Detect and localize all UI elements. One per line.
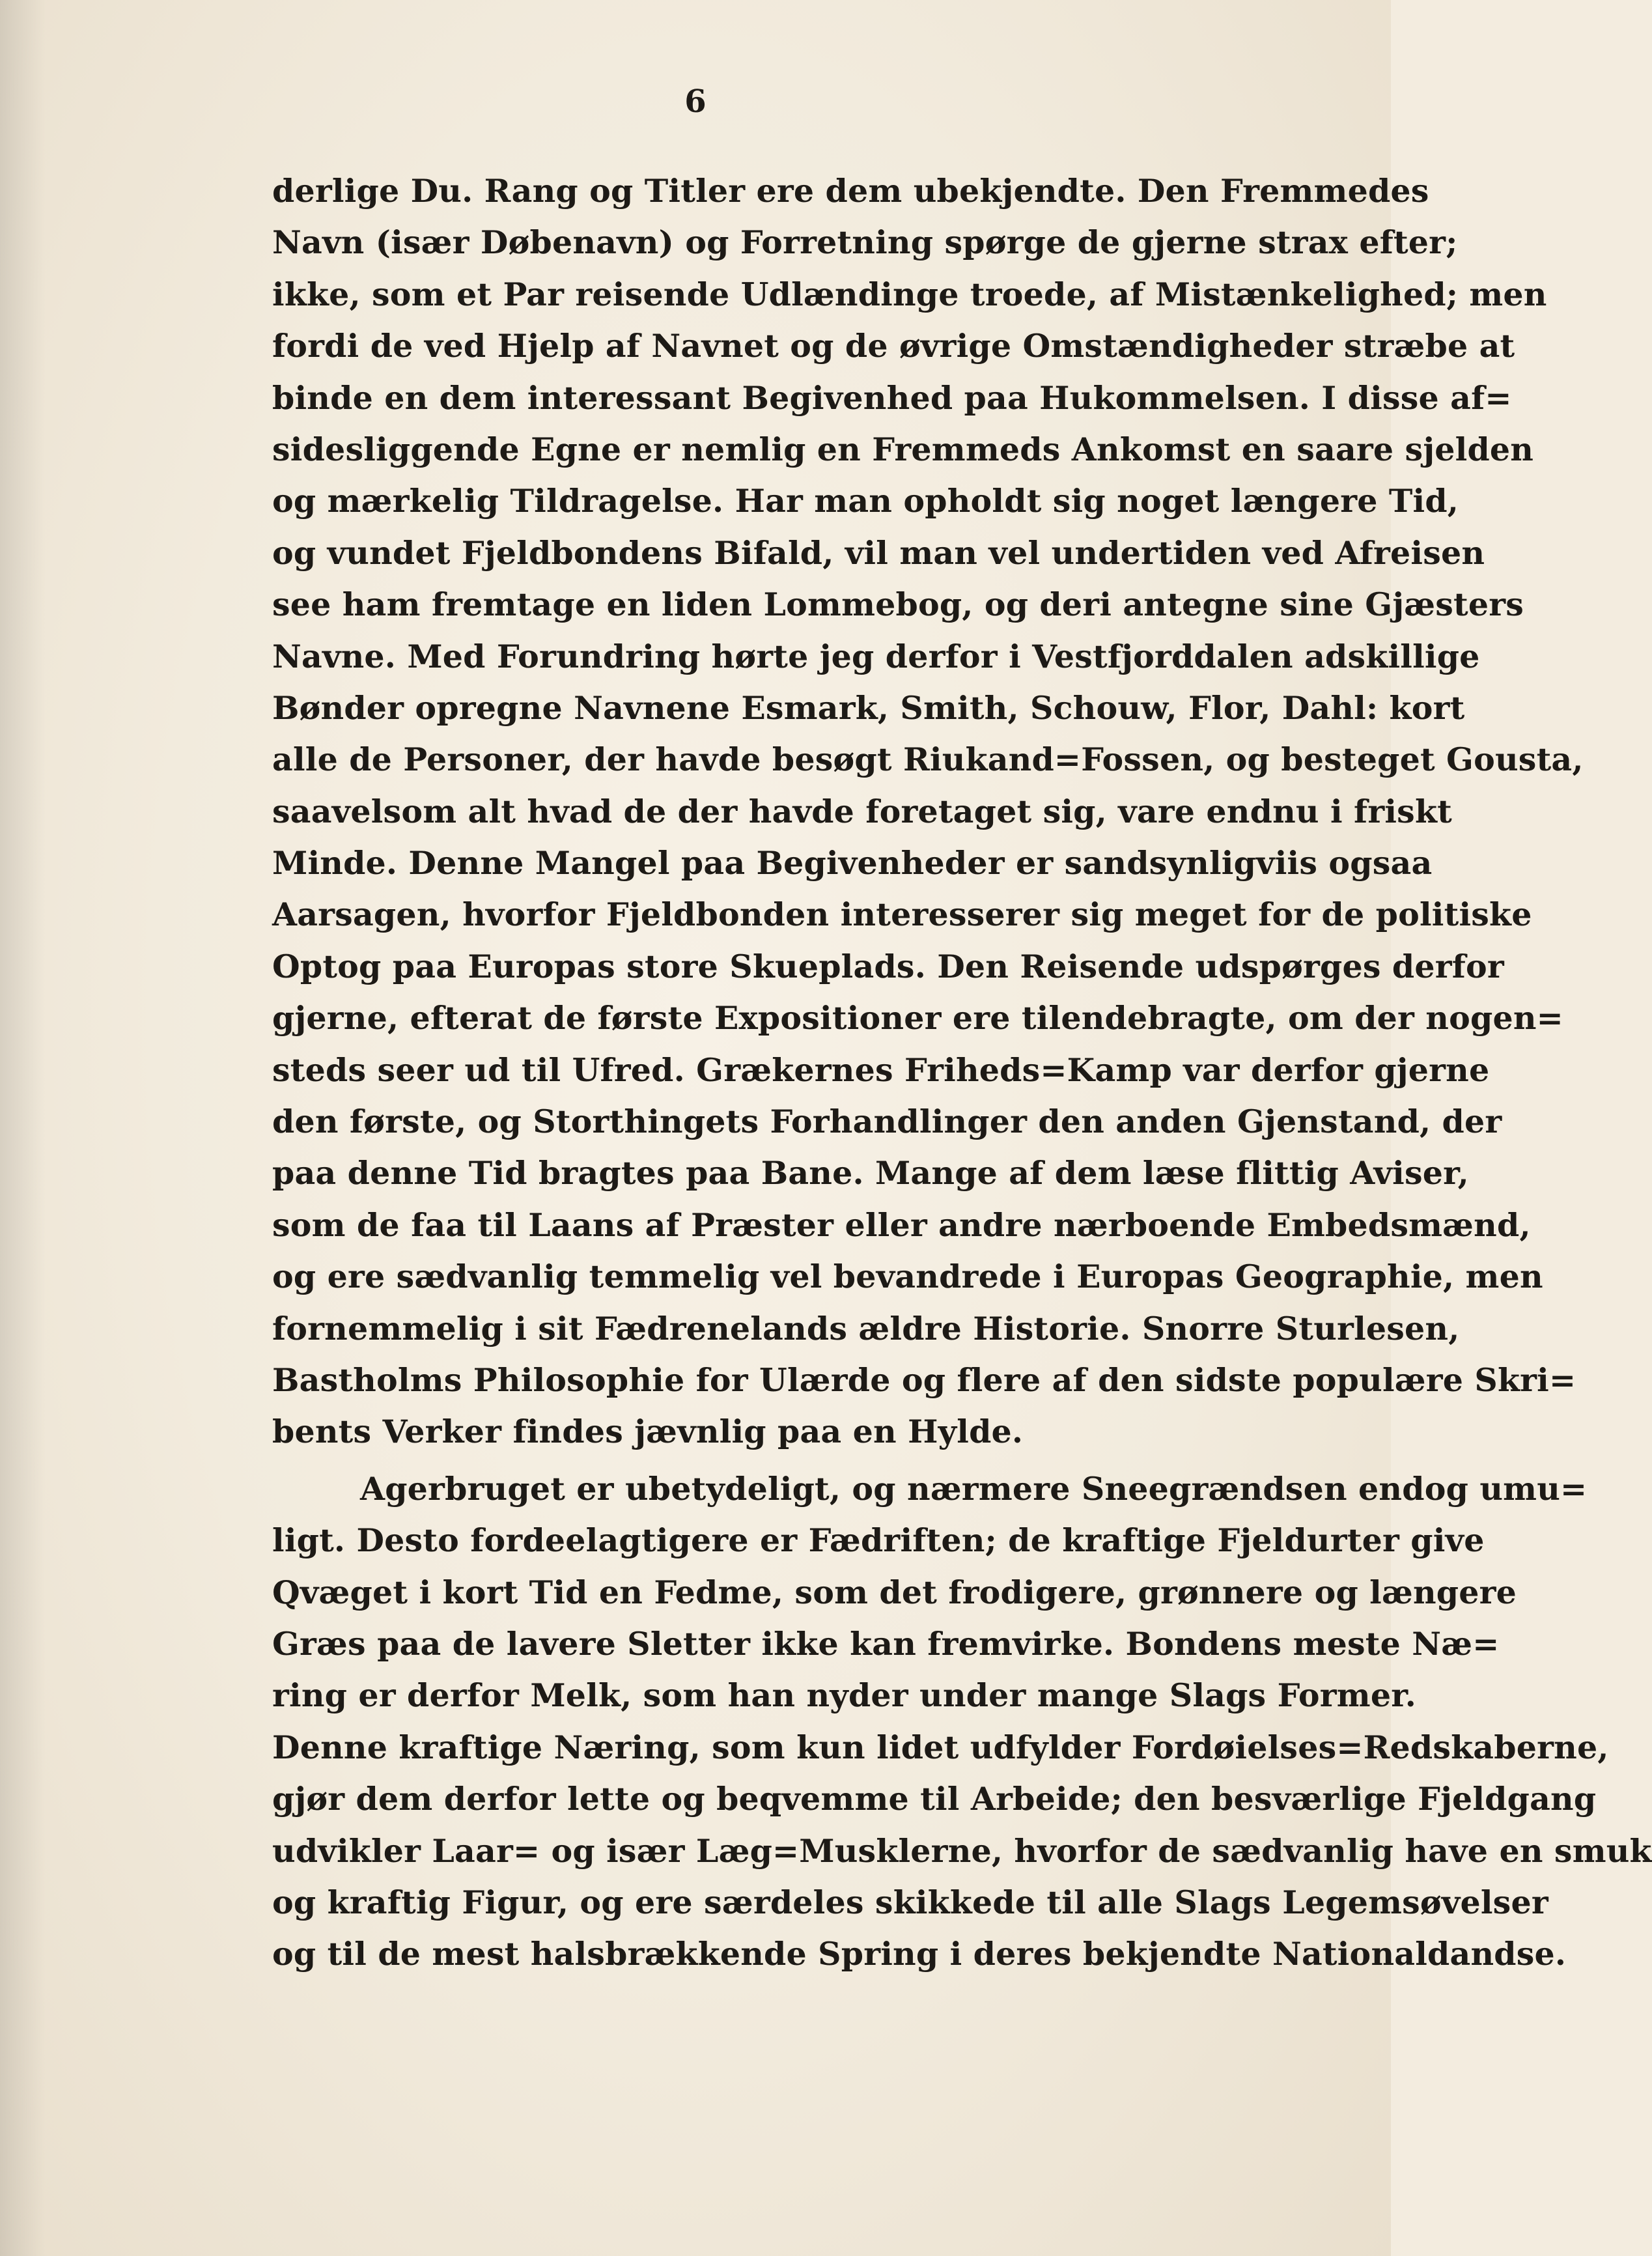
body-text: [272, 165, 1652, 1981]
text-line: alle de Personer, der havde besøgt Riukand=Fossen, og besteget Gousta,: [272, 740, 1584, 779]
paragraph: [272, 1463, 1652, 1981]
page-number: 6: [684, 83, 707, 120]
text-line: ikke, som et Par reisende Udlændinge troede, af Mistænkelighed; men: [272, 275, 1547, 313]
text-line: gjør dem derfor lette og beqvemme til Arbeide; den besværlige Fjeldgang: [272, 1780, 1597, 1818]
text-line: Optog paa Europas store Skueplads. Den Reisende udspørges derfor: [272, 947, 1504, 985]
text-line: Qvæget i kort Tid en Fedme, som det frodigere, grønnere og længere: [272, 1573, 1517, 1611]
text-line: steds seer ud til Ufred. Grækernes Friheds=Kamp var derfor gjerne: [272, 1050, 1490, 1089]
text-line: saavelsom alt hvad de der havde foretaget sig, vare endnu i friskt: [272, 792, 1452, 830]
spine-shadow: [0, 0, 46, 2256]
text-line: fordi de ved Hjelp af Navnet og de øvrige Omstændigheder stræbe at: [272, 327, 1515, 365]
text-line: sidesliggende Egne er nemlig en Fremmeds Ankomst en saare sjelden: [272, 430, 1534, 468]
text-line: paa denne Tid bragtes paa Bane. Mange af dem læse flittig Aviser,: [272, 1154, 1469, 1192]
text-line: Navne. Med Forundring hørte jeg derfor i Vestfjorddalen adskillige: [272, 637, 1480, 675]
text-line: see ham fremtage en liden Lommebog, og deri antegne sine Gjæsters: [272, 585, 1524, 624]
paragraph: [272, 165, 1584, 1458]
text-line: og ere sædvanlig temmelig vel bevandrede i Europas Geographie, men: [272, 1258, 1543, 1296]
text-line: den første, og Storthingets Forhandlinger den anden Gjenstand, der: [272, 1103, 1502, 1141]
paragraph-spacer: [272, 1458, 1293, 1463]
text-line: Agerbruget er ubetydeligt, og nærmere Sneegrændsen endog umu=: [360, 1469, 1588, 1508]
text-line: og til de mest halsbrækkende Spring i deres bekjendte Nationaldandse.: [272, 1935, 1567, 1973]
text-line: Bastholms Philosophie for Ulærde og flere af den sidste populære Skri=: [272, 1361, 1576, 1399]
text-line: Minde. Denne Mangel paa Begivenheder er sandsynligviis ogsaa: [272, 844, 1433, 882]
text-line: ring er derfor Melk, som han nyder under mange Slags Former.: [272, 1676, 1417, 1715]
text-line: og vundet Fjeldbondens Bifald, vil man vel undertiden ved Afreisen: [272, 533, 1485, 572]
text-line: gjerne, efterat de første Expositioner ere tilendebragte, om der nogen=: [272, 999, 1563, 1037]
text-line: som de faa til Laans af Præster eller andre nærboende Embedsmænd,: [272, 1206, 1531, 1244]
text-line: derlige Du. Rang og Titler ere dem ubekjendte. Den Fremmedes: [272, 172, 1429, 210]
text-line: Denne kraftige Næring, som kun lidet udfylder Fordøielses=Redskaberne,: [272, 1728, 1609, 1766]
text-line: binde en dem interessant Begivenhed paa Hukommelsen. I disse af=: [272, 378, 1512, 417]
text-line: Bønder opregne Navnene Esmark, Smith, Schouw, Flor, Dahl: kort: [272, 688, 1465, 727]
text-line: Aarsagen, hvorfor Fjeldbonden interesserer sig meget for de politiske: [272, 895, 1532, 934]
text-line: ligt. Desto fordeelagtigere er Fædriften; de kraftige Fjeldurter give: [272, 1521, 1485, 1560]
text-line: fornemmelig i sit Fædrenelands ældre Historie. Snorre Sturlesen,: [272, 1309, 1460, 1347]
text-line: bents Verker findes jævnlig paa en Hylde.: [272, 1413, 1024, 1451]
text-line: udvikler Laar= og især Læg=Musklerne, hvorfor de sædvanlig have en smuk: [272, 1831, 1652, 1870]
text-line: og mærkelig Tildragelse. Har man opholdt sig noget længere Tid,: [272, 482, 1459, 520]
text-line: og kraftig Figur, og ere særdeles skikkede til alle Slags Legemsøvelser: [272, 1883, 1548, 1921]
text-line: Navn (især Døbenavn) og Forretning spørge de gjerne strax efter;: [272, 223, 1458, 262]
text-line: Græs paa de lavere Sletter ikke kan fremvirke. Bondens meste Næ=: [272, 1624, 1500, 1663]
